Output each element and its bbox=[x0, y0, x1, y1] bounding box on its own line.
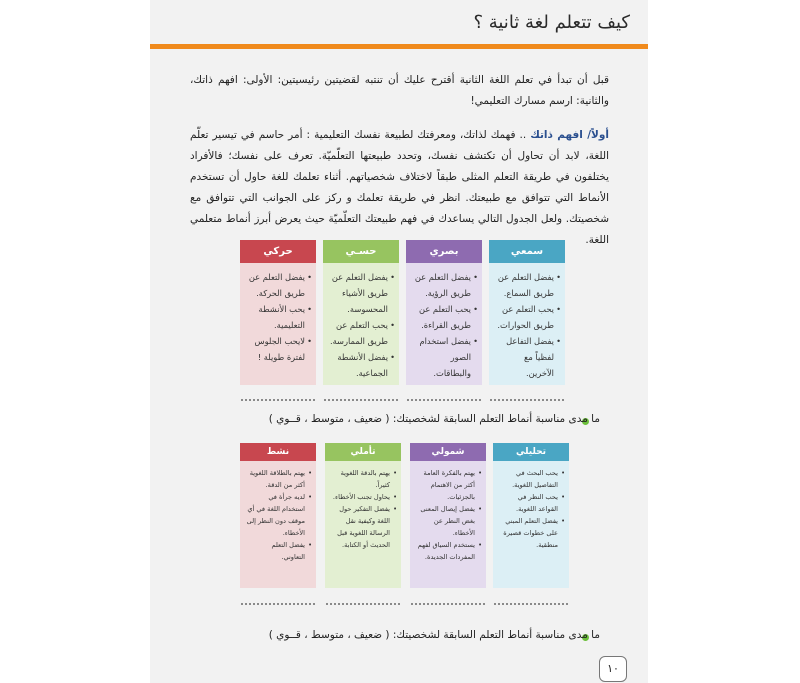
style-card-body bbox=[240, 461, 316, 588]
style-card-item: • يحب الأنشطة التعليمية. bbox=[246, 301, 310, 333]
style-card-title: بصري bbox=[406, 240, 482, 263]
style-card-body bbox=[493, 461, 569, 588]
answer-line[interactable] bbox=[241, 603, 315, 605]
style-card-body bbox=[406, 263, 482, 385]
style-card-visual bbox=[406, 240, 482, 385]
style-card-item: • يفضل التعلم عن طريق الحركة. bbox=[246, 269, 310, 301]
page bbox=[150, 0, 648, 683]
style-card-item: • يهتم بالفكرة العامة أكثر من الاهتمام بالجزئيات. bbox=[416, 467, 480, 503]
style-card-holistic bbox=[410, 443, 486, 588]
style-card-item: • يفضل التعلم عن طريق السماع. bbox=[495, 269, 559, 301]
page-number: ١٠ bbox=[599, 656, 627, 682]
intro-paragraph: قبل أن تبدأ في تعلم اللغة الثانية أقترح عليك أن تنتبه لقضيتين رئيسيتين: الأولى: افهم ذاتك، والثانية: ارسم مسارك التعليمي! bbox=[190, 74, 609, 107]
section-paragraph bbox=[190, 125, 609, 251]
style-card-item: • يفضل الأنشطة الجماعية. bbox=[329, 349, 393, 381]
style-card-item: • يحب التعلم عن طريق القراءة. bbox=[412, 301, 476, 333]
style-card-item: • يحب التعلم عن طريق الحوارات. bbox=[495, 301, 559, 333]
question-text: ما مدى مناسبة أنماط التعلم السابقة لشخصيتك: ( ضعيف ، متوسط ، قــوي ) bbox=[268, 629, 600, 641]
style-card-auditory bbox=[489, 240, 565, 385]
style-card-body bbox=[489, 263, 565, 385]
style-card-item: • يهتم بالدقة اللغوية كثيراً. bbox=[331, 467, 395, 491]
answer-line[interactable] bbox=[411, 603, 485, 605]
style-card-kinesthetic bbox=[240, 240, 316, 385]
style-card-title: تحليلي bbox=[493, 443, 569, 461]
answer-line[interactable] bbox=[494, 603, 568, 605]
style-card-body bbox=[323, 263, 399, 385]
style-card-item: • يفضل استخدام الصور والبطاقات. bbox=[412, 333, 476, 381]
style-card-item: • يستخدم السياق لفهم المفردات الجديدة. bbox=[416, 539, 480, 563]
style-card-item: • يحب النظر في القواعد اللغوية. bbox=[499, 491, 563, 515]
style-card-item: • يفضل إيصال المعنى بغض النظر عن الأخطاء. bbox=[416, 503, 480, 539]
section-heading: أولاً/ افهم ذاتك bbox=[530, 129, 609, 141]
style-card-title: سمعي bbox=[489, 240, 565, 263]
style-card-body bbox=[325, 461, 401, 588]
style-card-title: نشط bbox=[240, 443, 316, 461]
style-card-title: شمولي bbox=[410, 443, 486, 461]
style-card-item: • لايحب الجلوس لفترة طويلة ! bbox=[246, 333, 310, 365]
answer-line[interactable] bbox=[326, 603, 400, 605]
style-card-item: • يحب البحث في التفاصيل اللغوية. bbox=[499, 467, 563, 491]
question-text: ما مدى مناسبة أنماط التعلم السابقة لشخصيتك: ( ضعيف ، متوسط ، قــوي ) bbox=[268, 413, 600, 425]
style-card-sensory bbox=[323, 240, 399, 385]
style-card-title: حسـي bbox=[323, 240, 399, 263]
style-card-title: تأملي bbox=[325, 443, 401, 461]
style-card-item: • يفضل التعلم المبني على خطوات قصيرة منطقية. bbox=[499, 515, 563, 551]
page-title: كيف تتعلم لغة ثانية ؟ bbox=[473, 12, 630, 33]
title-underline bbox=[150, 44, 648, 49]
style-card-body bbox=[410, 461, 486, 588]
style-card-item: • لديه جرأة في استخدام اللغة في أي موقف دون النظر إلى الأخطاء. bbox=[246, 491, 310, 539]
style-card-reflective bbox=[325, 443, 401, 588]
style-card-active bbox=[240, 443, 316, 588]
answer-line[interactable] bbox=[490, 399, 564, 401]
style-card-item: • يفضل التعلم عن طريق الأشياء المحسوسة. bbox=[329, 269, 393, 317]
answer-line[interactable] bbox=[324, 399, 398, 401]
answer-line[interactable] bbox=[241, 399, 315, 401]
style-card-title: حركي bbox=[240, 240, 316, 263]
style-card-item: • يحاول تجنب الأخطاء. bbox=[331, 491, 395, 503]
style-card-item: • يحب التعلم عن طريق الممارسة. bbox=[329, 317, 393, 349]
style-card-item: • يفضل التفاعل لفظياً مع الآخرين. bbox=[495, 333, 559, 381]
style-card-item: • يفضل التعلم عن طريق الرؤية. bbox=[412, 269, 476, 301]
style-card-item: • يفضل التعلم التعاوني. bbox=[246, 539, 310, 563]
section-text: .. فهمك لذاتك، ومعرفتك لطبيعة نفسك التعليمية : أمر حاسم في تيسير تعلّم اللغة، لابد أن تحاول أن تكتشف نفسك، وتحدد طبيعتها التعلّميّة. تعرف على نفسك؛ فالأفراد يختلفون في طريقة التعلم المثلى طبقاً لاختلاف شخصياتهم. أثناء تعلمك للغة حاول أن تستخدم الأنماط التي تتوافق مع طبيعتك. انظر في طريقة تعلمك و ركز على الجوانب التي تتوافق مع شخصيتك. ولعل الجدول التالي يساعدك في فهم طبيعتك التعلّميّة حيث يعرض أبرز أنماط متعلمي اللغة. bbox=[190, 129, 609, 246]
style-card-body bbox=[240, 263, 316, 385]
page-header bbox=[150, 0, 648, 44]
style-card-item: • يهتم بالطلاقة اللغوية أكثر من الدقة. bbox=[246, 467, 310, 491]
answer-line[interactable] bbox=[407, 399, 481, 401]
style-card-item: • يفضل التفكير حول اللغة وكيفية نقل الرسالة اللغوية قبل الحديث أو الكتابة. bbox=[331, 503, 395, 551]
style-card-analytical bbox=[493, 443, 569, 588]
